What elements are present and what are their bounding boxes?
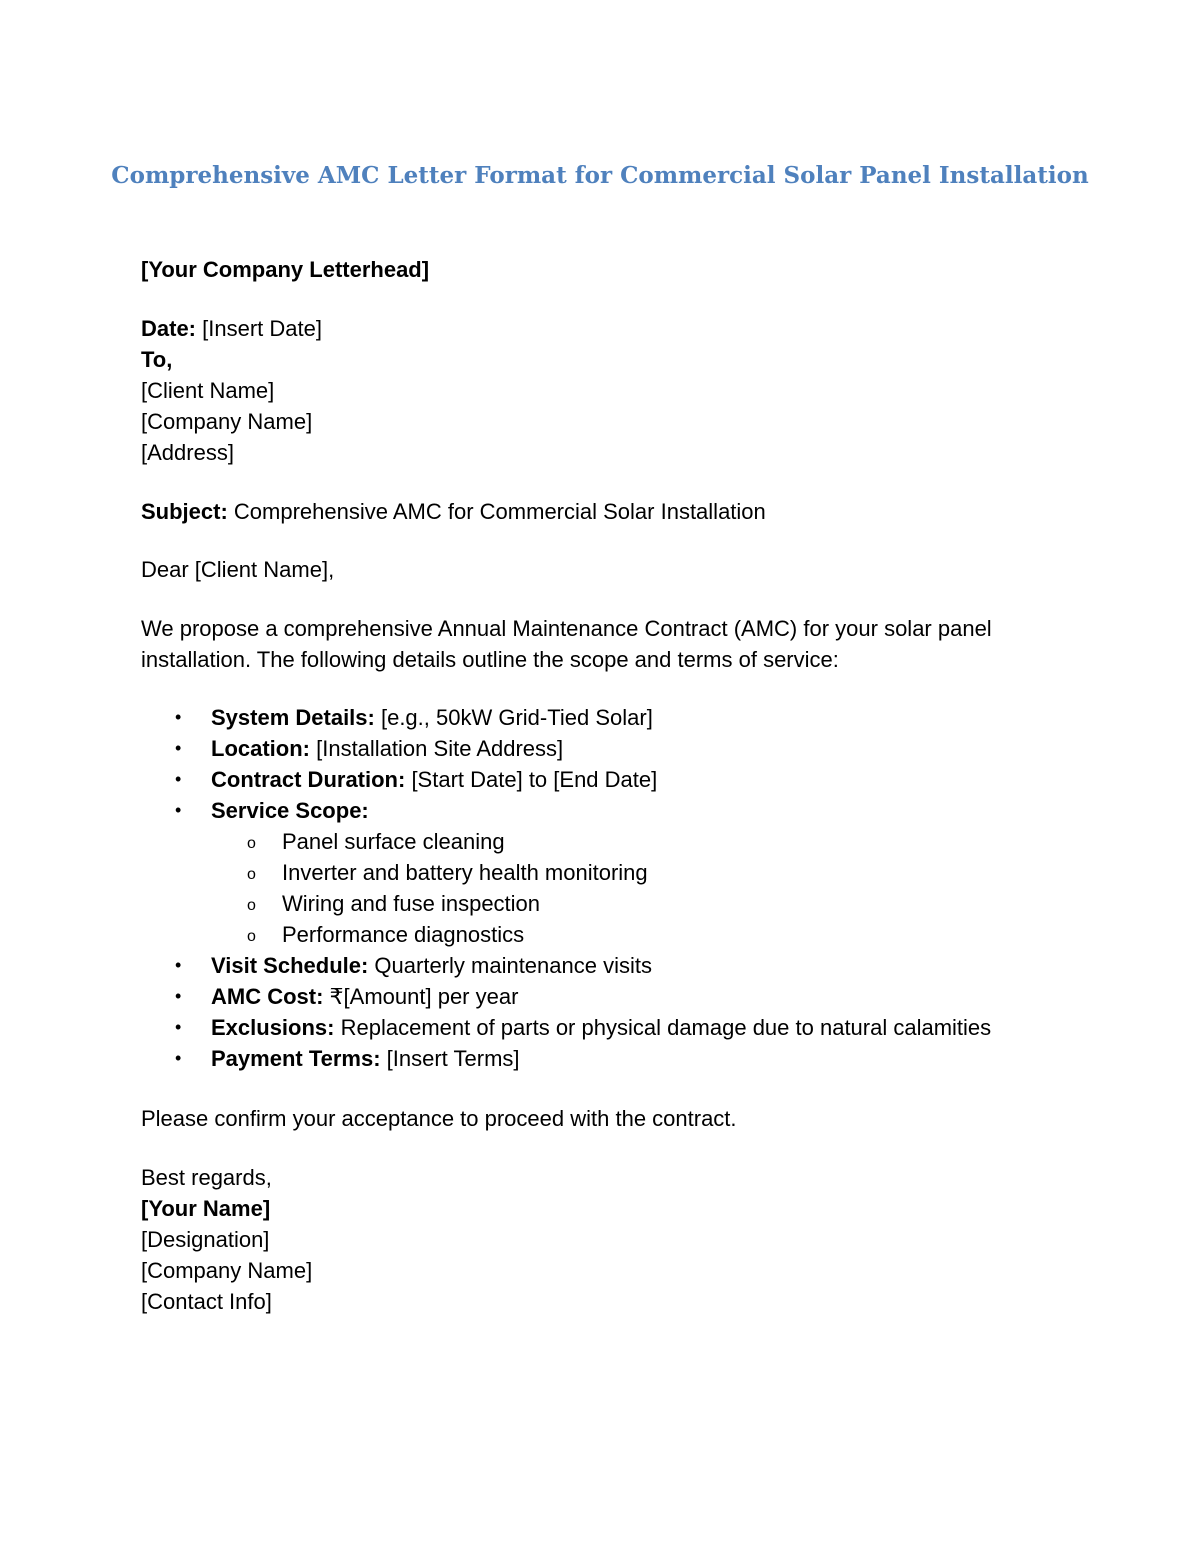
sub-item-text: Inverter and battery health monitoring: [282, 860, 648, 885]
list-item-contract-duration: [141, 764, 1081, 795]
amc-cost-value: ₹[Amount] per year: [323, 984, 519, 1009]
signer-name: [Your Name]: [141, 1196, 271, 1221]
list-item-location: [141, 733, 1081, 764]
sub-bullet-marker: o: [247, 928, 256, 945]
bullet-marker: •: [175, 1017, 182, 1037]
payment-terms-label: Payment Terms:: [211, 1046, 381, 1071]
closing-salutation: Best regards,: [141, 1165, 272, 1190]
date-label: Date:: [141, 316, 197, 341]
contract-duration-value: [Start Date] to [End Date]: [405, 767, 658, 792]
intro-paragraph: [141, 613, 1081, 675]
bullet-marker: •: [175, 955, 182, 975]
system-details-label: System Details:: [211, 705, 375, 730]
bullet-text: [211, 981, 518, 1012]
bullet-text: [211, 1012, 991, 1043]
list-item-amc-cost: [141, 981, 1081, 1012]
visit-schedule-value: Quarterly maintenance visits: [368, 953, 652, 978]
sub-item-text: Wiring and fuse inspection: [282, 891, 541, 916]
visit-schedule-label: Visit Schedule:: [211, 953, 369, 978]
location-label: Location:: [211, 736, 310, 761]
bullet-text: [211, 733, 563, 764]
closing-request: Please confirm your acceptance to proceed with the contract.: [141, 1106, 737, 1131]
sub-item-text: Performance diagnostics: [282, 922, 525, 947]
list-item-service-scope: [141, 795, 1081, 826]
list-item-visit-schedule: [141, 950, 1081, 981]
exclusions-label: Exclusions:: [211, 1015, 335, 1040]
subject-value: Comprehensive AMC for Commercial Solar Installation: [227, 499, 766, 524]
sub-item-inverter-monitoring: [141, 857, 1081, 888]
greeting: Dear [Client Name],: [141, 557, 335, 582]
amc-cost-label: AMC Cost:: [211, 984, 324, 1009]
intro-line-1: We propose a comprehensive Annual Maintenance Contract (AMC) for your solar panel: [141, 616, 992, 641]
recipient-company-name: [Company Name]: [141, 409, 313, 434]
exclusions-value: Replacement of parts or physical damage due to natural calamities: [334, 1015, 992, 1040]
payment-terms-value: [Insert Terms]: [380, 1046, 520, 1071]
bullet-marker: •: [175, 986, 182, 1006]
system-details-value: [e.g., 50kW Grid-Tied Solar]: [374, 705, 653, 730]
recipient-address: [Address]: [141, 440, 234, 465]
bullet-marker: •: [175, 707, 182, 727]
location-value: [Installation Site Address]: [310, 736, 564, 761]
subject-label: Subject:: [141, 499, 228, 524]
bullet-text: [211, 1043, 520, 1074]
to-label: To,: [141, 347, 173, 372]
bullet-marker: •: [175, 769, 182, 789]
sub-bullet-marker: o: [247, 866, 256, 883]
sub-item-text: Panel surface cleaning: [282, 829, 505, 854]
sub-item-wiring-inspection: [141, 888, 1081, 919]
sub-bullet-marker: o: [247, 835, 256, 852]
terms-list: [141, 702, 1081, 1074]
signer-company: [Company Name]: [141, 1258, 313, 1283]
bullet-marker: •: [175, 738, 182, 758]
sub-item-performance-diagnostics: [141, 919, 1081, 950]
bullet-text: [211, 950, 652, 981]
list-item-payment-terms: [141, 1043, 1081, 1074]
letterhead: [141, 254, 1081, 285]
date-line: [141, 313, 1081, 344]
sub-bullet-marker: o: [247, 897, 256, 914]
service-scope-label: Service Scope:: [211, 798, 369, 823]
subject-line: [141, 496, 1081, 527]
list-item-system-details: [141, 702, 1081, 733]
address-block: [141, 313, 1081, 468]
list-item-exclusions: [141, 1012, 1081, 1043]
intro-line-2: installation. The following details outline the scope and terms of service:: [141, 647, 839, 672]
bullet-text: [211, 764, 657, 795]
letterhead-text: [Your Company Letterhead]: [141, 257, 430, 282]
recipient-client-name: [Client Name]: [141, 378, 275, 403]
date-value: [Insert Date]: [196, 316, 322, 341]
signer-designation: [Designation]: [141, 1227, 270, 1252]
document-title: Comprehensive AMC Letter Format for Commercial Solar Panel Installation: [111, 162, 1089, 189]
sub-item-panel-cleaning: [141, 826, 1081, 857]
bullet-text: [211, 702, 653, 733]
bullet-marker: •: [175, 1048, 182, 1068]
signature-block: [141, 1162, 1081, 1317]
bullet-marker: •: [175, 800, 182, 820]
contract-duration-label: Contract Duration:: [211, 767, 406, 792]
signer-contact: [Contact Info]: [141, 1289, 272, 1314]
